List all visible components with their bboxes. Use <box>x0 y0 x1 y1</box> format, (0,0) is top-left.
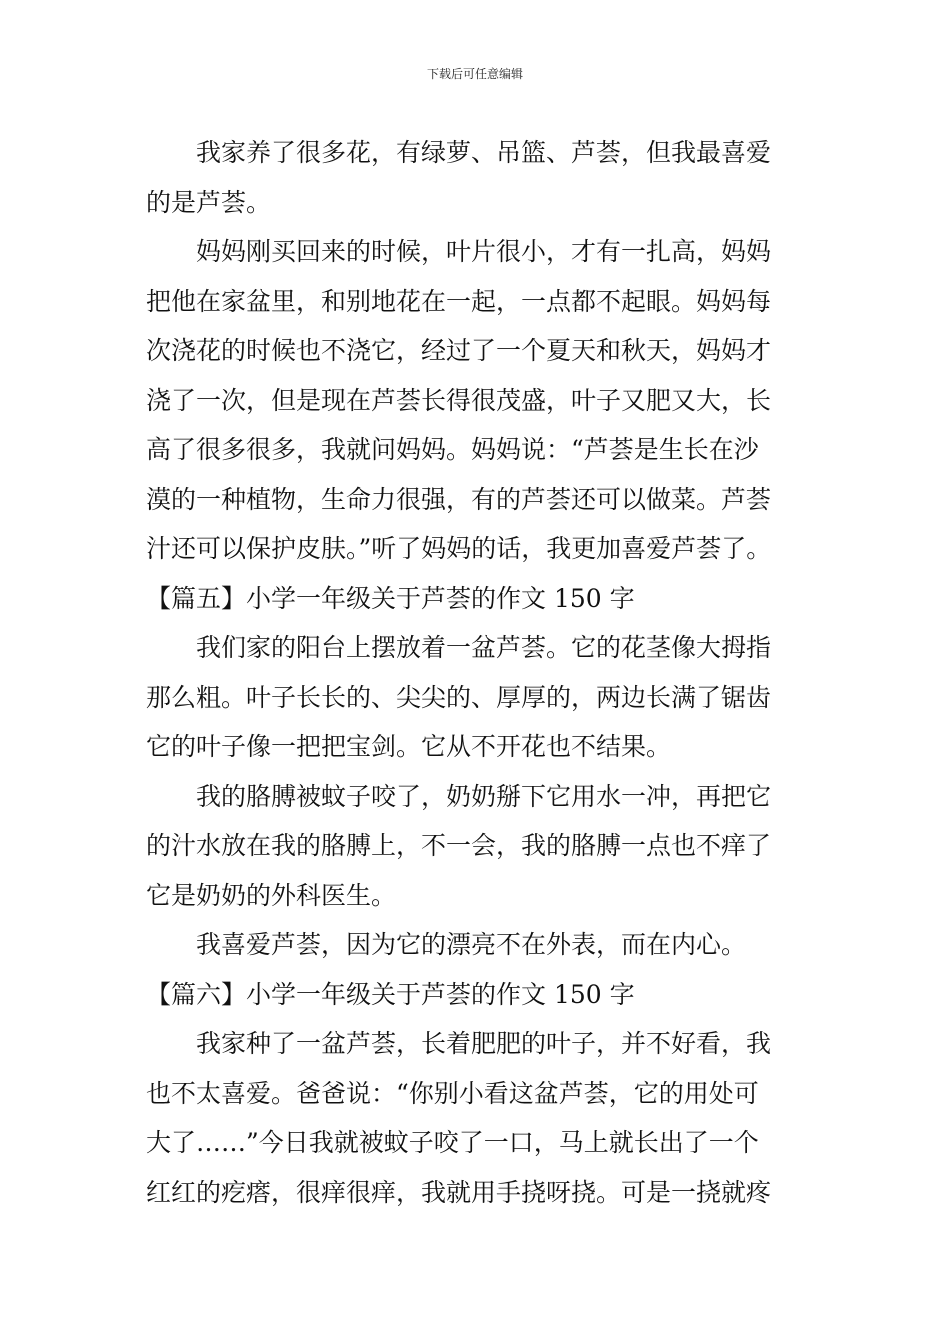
text-line: 汁还可以保护皮肤。”听了妈妈的话，我更加喜爱芦荟了。 <box>146 534 772 563</box>
text-line: 妈妈刚买回来的时候，叶片很小，才有一扎高，妈妈 <box>196 237 772 266</box>
text-line: 我们家的阳台上摆放着一盆芦荟。它的花茎像大拇指 <box>196 633 772 662</box>
text-line: 的是芦荟。 <box>146 187 272 217</box>
text-line: 浇了一次，但是现在芦荟长得很茂盛，叶子又肥又大，长 <box>146 385 772 415</box>
text-line: 我的胳膊被蚊子咬了，奶奶掰下它用水一冲，再把它 <box>196 781 772 811</box>
text-line: 我家养了很多花，有绿萝、吊篮、芦荟，但我最喜爱 <box>196 138 772 167</box>
text-line: 漠的一种植物，生命力很强，有的芦荟还可以做菜。芦荟 <box>146 484 772 514</box>
text-line: 它的叶子像一把把宝剑。它从不开花也不结果。 <box>146 732 672 761</box>
text-line: 次浇花的时候也不浇它，经过了一个夏天和秋天，妈妈才 <box>146 336 772 365</box>
text-line: 高了很多很多，我就问妈妈。妈妈说：“芦荟是生长在沙 <box>146 435 759 464</box>
text-line: 它是奶奶的外科医生。 <box>146 880 397 910</box>
text-line: 也不太喜爱。爸爸说：“你别小看这盆芦荟，它的用处可 <box>146 1078 759 1108</box>
text-line: 我家种了一盆芦荟，长着肥肥的叶子，并不好看，我 <box>196 1029 772 1058</box>
text-line: 红红的疙瘩，很痒很痒，我就用手挠呀挠。可是一挠就疼 <box>146 1177 772 1207</box>
text-line: 大了……”今日我就被蚊子咬了一口，马上就长出了一个 <box>146 1128 759 1157</box>
text-line: 的汁水放在我的胳膊上，不一会，我的胳膊一点也不痒了 <box>146 831 772 860</box>
text-line: 我喜爱芦荟，因为它的漂亮不在外表，而在内心。 <box>196 930 747 959</box>
document-body <box>146 128 816 1217</box>
page-header: 下载后可任意编辑 <box>426 67 523 81</box>
section-heading-5: 【篇五】小学一年级关于芦荟的作文 150 字 <box>146 583 635 613</box>
text-line: 把他在家盆里，和别地花在一起，一点都不起眼。妈妈每 <box>146 286 772 316</box>
section-heading-6: 【篇六】小学一年级关于芦荟的作文 150 字 <box>146 979 635 1009</box>
text-line: 那么粗。叶子长长的、尖尖的、厚厚的，两边长满了锯齿 <box>146 682 772 712</box>
